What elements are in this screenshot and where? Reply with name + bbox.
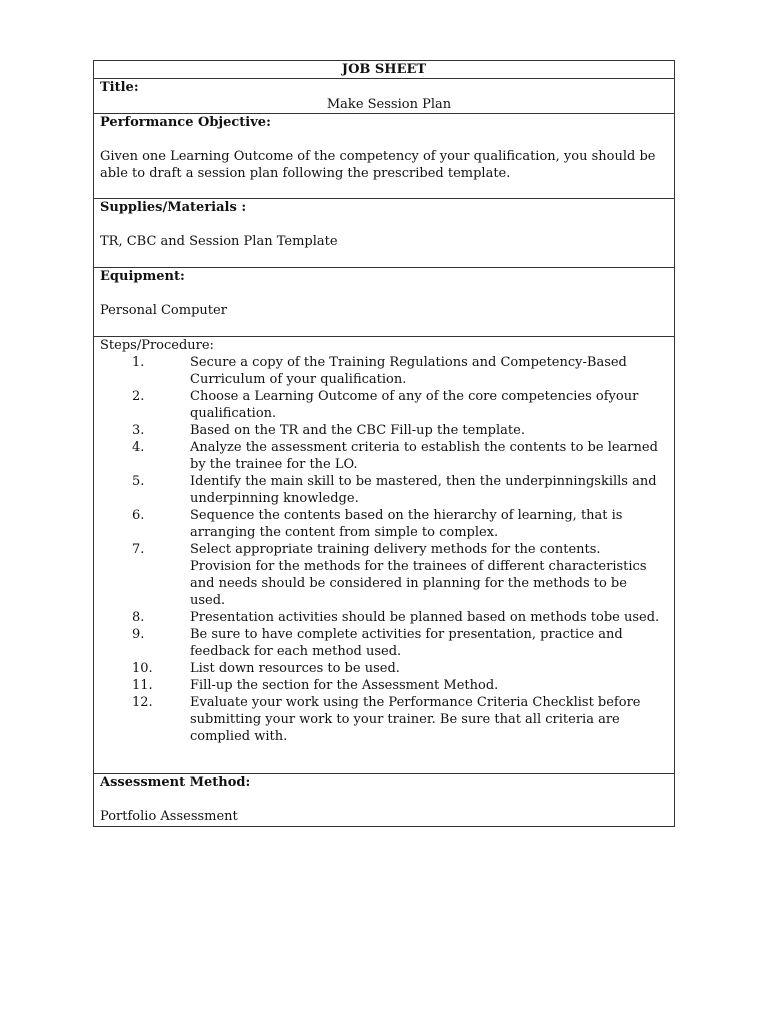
supplies-section <box>94 199 675 268</box>
list-item <box>100 626 668 660</box>
performance-objective-section <box>94 114 675 199</box>
step-number: 8. <box>132 610 145 625</box>
step-number: 1. <box>132 355 145 370</box>
step-number: 5. <box>132 474 145 489</box>
assessment-method-text: Portfolio Assessment <box>100 809 238 824</box>
step-text: Presentation activities should be planned based on methods tobe used. <box>190 610 660 625</box>
title-label: Title: <box>100 80 139 95</box>
step-text: Based on the TR and the CBC Fill-up the template. <box>190 423 525 438</box>
step-text: List down resources to be used. <box>190 661 400 676</box>
step-number: 2. <box>132 389 145 404</box>
steps-label: Steps/Procedure: <box>100 338 214 353</box>
equipment-text: Personal Computer <box>100 303 227 318</box>
supplies-text: TR, CBC and Session Plan Template <box>100 234 338 249</box>
step-number: 11. <box>132 678 153 693</box>
steps-section <box>94 337 675 774</box>
title-section <box>94 79 675 114</box>
step-text: Fill-up the section for the Assessment Method. <box>190 678 499 693</box>
list-item <box>100 422 668 439</box>
list-item <box>100 694 668 745</box>
step-number: 10. <box>132 661 153 676</box>
job-sheet-header: JOB SHEET <box>94 61 675 79</box>
step-number: 3. <box>132 423 145 438</box>
step-text: Select appropriate training delivery methods for the contents. Provision for the methods for the trainees of different characteristics and needs should be considered in planning for the methods to be used. <box>190 542 647 608</box>
step-text: Identify the main skill to be mastered, then the underpinningskills and underpinning knowledge. <box>190 474 657 506</box>
step-number: 4. <box>132 440 145 455</box>
list-item <box>100 473 668 507</box>
list-item <box>100 609 668 626</box>
step-text: Evaluate your work using the Performance Criteria Checklist before submitting your work to your trainer. Be sure that all criteria are complied with. <box>190 695 641 744</box>
step-number: 7. <box>132 542 145 557</box>
list-item <box>100 388 668 422</box>
list-item <box>100 660 668 677</box>
step-text: Analyze the assessment criteria to establish the contents to be learned by the trainee for the LO. <box>190 440 658 472</box>
equipment-label: Equipment: <box>100 269 185 284</box>
equipment-section <box>94 268 675 337</box>
list-item <box>100 354 668 388</box>
step-number: 6. <box>132 508 145 523</box>
performance-objective-label: Performance Objective: <box>100 115 271 130</box>
list-item <box>100 439 668 473</box>
assessment-method-section <box>94 774 675 827</box>
performance-objective-text: Given one Learning Outcome of the competency of your qualification, you should be able to draft a session plan following the prescribed template. <box>100 149 656 181</box>
step-number: 9. <box>132 627 145 642</box>
step-text: Choose a Learning Outcome of any of the core competencies ofyour qualification. <box>190 389 639 421</box>
list-item <box>100 507 668 541</box>
list-item <box>100 541 668 609</box>
step-text: Be sure to have complete activities for presentation, practice and feedback for each method used. <box>190 627 623 659</box>
job-sheet-table <box>93 60 675 827</box>
steps-list <box>100 354 668 745</box>
step-text: Secure a copy of the Training Regulations and Competency-Based Curriculum of your qualification. <box>190 355 627 387</box>
supplies-label: Supplies/Materials : <box>100 200 247 215</box>
step-text: Sequence the contents based on the hierarchy of learning, that is arranging the content from simple to complex. <box>190 508 623 540</box>
title-value: Make Session Plan <box>326 97 452 112</box>
list-item <box>100 677 668 694</box>
assessment-method-label: Assessment Method: <box>100 775 251 790</box>
step-number: 12. <box>132 695 153 710</box>
